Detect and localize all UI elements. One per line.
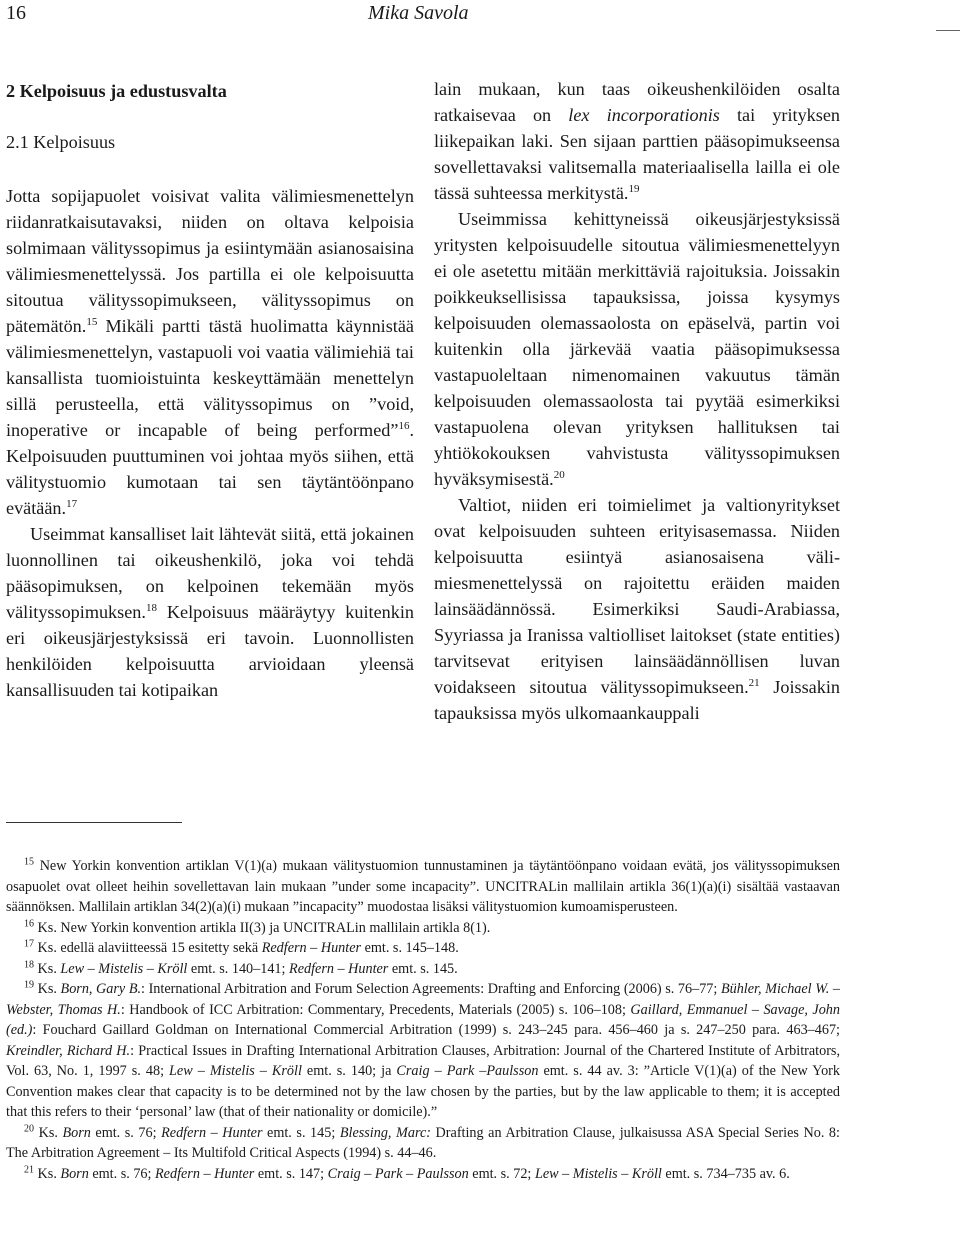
footnote: $^{19}$ Ks. Born, Gary B.: International Arbitration and Forum Selection Agreements: Drafting and Enforcing (2006) s. 76–77; Bühler, Michael W. – Webster, Thomas H.: Handbook of ICC Arbitration: Commentary, Precedents, Materials (2005) s. 106–108; Gaillard, Emmanuel – Savage, John (ed.): Fouchard Gaillard Goldman on International Commercial Arbitration (1999) s. 243–245 para. 456–460 ja s. 247–250 para. 463–467; Kreindler, Richard H.: Practical Issues in Drafting International Arbitration Clauses, Arbitration: Journal of the Chartered Institute of Arbitrators, Vol. 63, No. 1, 1997 s. 48; Lew – Mistelis – Kröll emt. s. 140; ja Craig – Park –Paulsson emt. s. 44 av. 3: ”Article V(1)(a) of the New York Convention makes clear that capacity is to be determined not by the law chosen by the parties, but by the law applicable to them; it is accepted that this refers to their ‘personal’ law (that of their nationality or domicile).” xyxy=(6,979,840,1120)
paragraph: Useimmat kansalliset lait lähtevät siitä, että jokainen luonnollinen tai oikeushenkilö, joka voi tehdä pääsopimuksen, on kelpoinen tekemään myös välityssopimuksen.$^{18}$ Kelpoisuus määräytyy kuitenkin eri oikeusjärjestyksissä eri tavoin. Luonnollisten henkilöiden kelpoisuutta arvioidaan yleensä kansallisuuden tai kotipaikan xyxy=(6,524,414,700)
running-title: Mika Savola xyxy=(368,2,469,24)
section-title: 2 Kelpoisuus ja edustusvalta xyxy=(6,81,227,101)
footnote-ref: 16 xyxy=(398,419,410,432)
paragraph: Valtiot, niiden eri toimielimet ja valtionyritykset ovat kelpoisuuden suhteen erityisasemassa. Niiden kelpoisuutta esiintyä asianosaisena välimiesmenettelyssä on rajoitettu eräiden maiden lainsäädännössä. Esimerkiksi Saudi-Arabiassa, Syyriassa ja Iranissa valtiolliset laitokset (state entities) tarvitsevat erityisen lainsäädännöllisen luvan voidakseen sitoutua välityssopimukseen.$^{21}$ Joissakin tapauksissa myös ulkomaankauppali xyxy=(434,495,840,723)
left-column xyxy=(6,76,414,703)
right-column xyxy=(434,76,840,726)
footnote: $^{17}$ Ks. edellä alaviitteessä 15 esitetty sekä Redfern – Hunter emt. s. 145–148. xyxy=(24,938,459,956)
footnote-ref: 18 xyxy=(145,601,157,614)
footnote-ref: 17 xyxy=(66,497,78,510)
footnote: $^{15}$ New Yorkin konvention artiklan V(1)(a) mukaan välitystuomion tunnustaminen ja täytäntöönpano voidaan evätä, jos välityssopimuksen osapuolet ovat olleet heihin sovellettavan lain mukaan ”under some incapacity”. UNCITRALin mallilain artikla 36(1)(a)(i) sisältää vastaavan säännöksen. Mallilain artiklan 34(2)(a)(i) mukaan ”incapacity” muodostaa lisäksi välitystuomion kumoamisperusteen. xyxy=(6,856,840,915)
subsection-title: 2.1 Kelpoisuus xyxy=(6,132,116,152)
footnote-separator xyxy=(6,822,182,823)
paragraph: Jotta sopijapuolet voisivat valita välimiesmenettelyn riidanratkaisutavaksi, niiden on oltava kelpoisia solmimaan välityssopimus ja esiintymään asianosaisina välimiesmenettelyssä. Jos partilla ei ole kelpoisuutta sitoutua välityssopimukseen, välityssopimus on pätemätön.$^{15}$ Mikäli partti tästä huolimatta käynnistää välimiesmenettelyn, vastapuoli voi vaatia välimiehiä tai kansallista tuomioistuinta keskeyttämään menettelyn sillä perusteella, että välityssopimus on ”void, inoperative or incapable of being performed”$^{16}$. Kelpoisuuden puuttuminen voi johtaa myös siihen, että välitystuomio kumotaan tai sen täytäntöönpano evätään.$^{17}$ xyxy=(6,186,414,518)
footnote-ref: 15 xyxy=(86,315,98,328)
page-header xyxy=(0,0,960,30)
footnote-ref: 19 xyxy=(628,182,640,195)
footnote: $^{20}$ Ks. Born emt. s. 76; Redfern – Hunter emt. s. 145; Blessing, Marc: Drafting an Arbitration Clause, julkaisussa ASA Special Series No. 8: The Arbitration Agreement – Its Multifold Critical Aspects (1994) s. 44–46. xyxy=(6,1122,840,1161)
footnote: $^{16}$ Ks. New Yorkin konvention artikla II(3) ja UNCITRALin mallilain artikla 8(1). xyxy=(24,917,491,936)
header-rule xyxy=(936,30,960,31)
paragraph: Useimmissa kehittyneissä oikeusjärjestyksissä yritysten kelpoisuudelle sitoutua välimiesmenettelyyn ei ole asetettu mitään merkittäviä rajoituksia. Joissakin poikkeuksellisissa tapauksissa, joissa kysymys kelpoisuuden olemassaolosta on epäselvä, partin voi kuitenkin olla järkevää vaatia pääsopimuksessa vastapuoleltaan nimenomainen vakuutus tämän kelpoisuuden olemassaolosta tai pyytää esimerkiksi vastapuolena olevan yrityksen hallituksen tai yhtiökokouksen vahvistusta välityssopimuksen hyväksymisestä.$^{20}$ xyxy=(434,209,840,489)
footnote: $^{18}$ Ks. Lew – Mistelis – Kröll emt. s. 140–141; Redfern – Hunter emt. s. 145. xyxy=(24,958,458,977)
footnotes xyxy=(6,856,840,1184)
paragraph: lain mukaan, kun taas oikeushenkilöiden osalta ratkaisevaa on lex incorporationis tai yrityksen liikepaikan laki. Sen sijaan parttien pääsopimukseensa sovellettavaksi valitsemalla materiaalisella lailla ei ole tässä suhteessa merkitystä.$^{19}$ xyxy=(434,79,841,203)
footnote-ref: 20 xyxy=(553,468,565,481)
footnote: $^{21}$ Ks. Born emt. s. 76; Redfern – Hunter emt. s. 147; Craig – Park – Paulsson emt. s. 72; Lew – Mistelis – Kröll emt. s. 734–735 av. 6. xyxy=(24,1163,790,1182)
footnote-ref: 21 xyxy=(748,676,760,689)
page-number: 16 xyxy=(6,2,26,24)
